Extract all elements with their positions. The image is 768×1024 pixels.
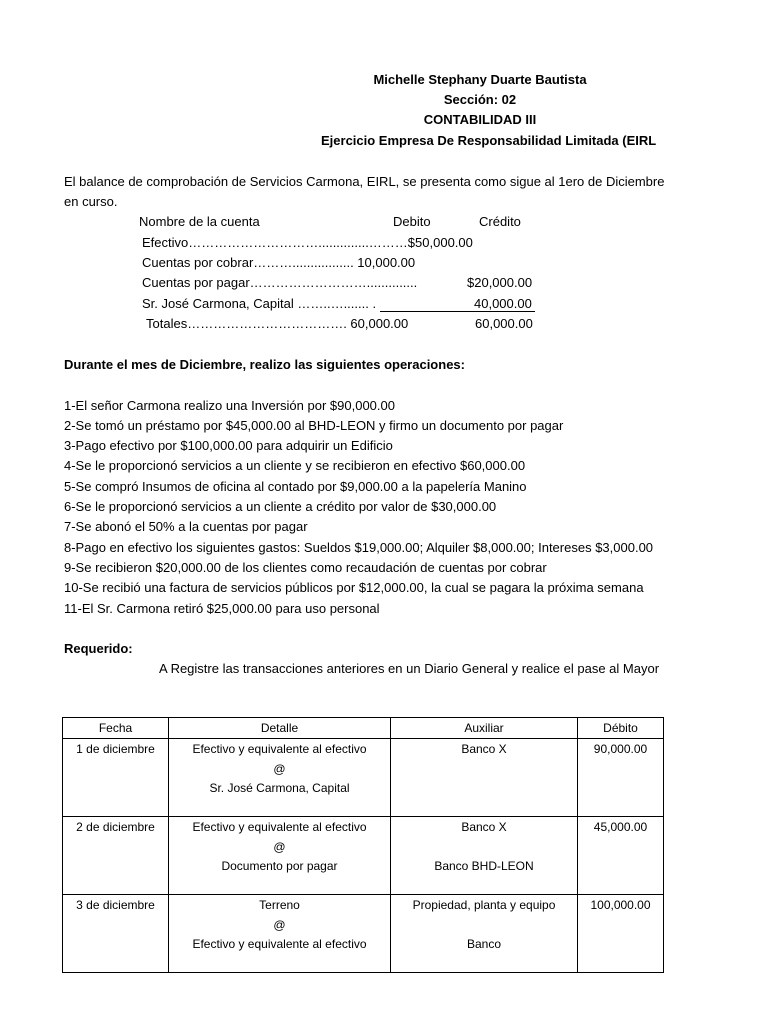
aux-line: Propiedad, planta y equipo <box>412 898 556 912</box>
operation-item: 7-Se abonó el 50% a la cuentas por pagar <box>64 519 308 534</box>
date-cell: 3 de diciembre <box>63 895 169 973</box>
detail-line: Sr. José Carmona, Capital <box>209 781 350 795</box>
aux-line <box>393 759 575 779</box>
detail-cell <box>169 895 391 973</box>
operation-item: 6-Se le proporcionó servicios a un cliente a crédito por valor de $30,000.00 <box>64 499 497 514</box>
intro-line-2: en curso. <box>64 194 118 209</box>
section-label: Sección: 02 <box>443 92 517 107</box>
aux-line: Banco <box>466 937 502 951</box>
balance-row-credit: 40,000.00 <box>474 296 532 311</box>
aux-line: Banco X <box>461 742 507 756</box>
requirement-text: A Registre las transacciones anteriores en un Diario General y realice el pase al Mayor <box>159 661 660 676</box>
detail-line: Efectivo y equivalente al efectivo <box>192 742 367 756</box>
operation-item: 1-El señor Carmona realizo una Inversión por $90,000.00 <box>64 398 395 413</box>
debit-cell: 90,000.00 <box>578 739 664 817</box>
operation-item: 4-Se le proporcionó servicios a un cliente y se recibieron en efectivo $60,000.00 <box>64 458 526 473</box>
aux-line <box>393 837 575 857</box>
balance-row-label: Efectivo…………………………..............………$50,000.00 <box>142 235 473 250</box>
detail-cell <box>169 739 391 817</box>
detail-line: Documento por pagar <box>221 859 338 873</box>
detail-line: Terreno <box>259 898 300 912</box>
debit-cell: 100,000.00 <box>578 895 664 973</box>
header-auxiliar: Auxiliar <box>391 718 578 739</box>
operations-title: Durante el mes de Diciembre, realizo las siguientes operaciones: <box>64 357 465 372</box>
debit-cell: 45,000.00 <box>578 817 664 895</box>
journal-table <box>62 717 664 973</box>
header-fecha: Fecha <box>63 718 169 739</box>
operation-item: 8-Pago en efectivo los siguientes gastos: Sueldos $19,000.00; Alquiler $8,000.00; Intereses $3,000.00 <box>64 540 654 555</box>
balance-row-label: Sr. José Carmona, Capital ……..…....... . <box>142 296 377 311</box>
table-header-row <box>63 718 664 739</box>
aux-line: Banco X <box>461 820 507 834</box>
balance-col-account: Nombre de la cuenta <box>139 214 260 229</box>
detail-cell <box>169 817 391 895</box>
date-cell: 1 de diciembre <box>63 739 169 817</box>
balance-row-label: Cuentas por pagar……………………….............. <box>142 275 418 290</box>
requirement-title: Requerido: <box>64 641 133 656</box>
operation-item: 5-Se compró Insumos de oficina al contado por $9,000.00 a la papelería Manino <box>64 479 527 494</box>
balance-row-label: Cuentas por cobrar………................. 10,000.00 <box>142 255 416 270</box>
operation-item: 10-Se recibió una factura de servicios públicos por $12,000.00, la cual se pagara la próxima semana <box>64 580 644 595</box>
aux-line <box>393 778 575 798</box>
date-cell: 2 de diciembre <box>63 817 169 895</box>
author-name: Michelle Stephany Duarte Bautista <box>373 72 587 87</box>
aux-line <box>393 915 575 935</box>
aux-cell <box>391 817 578 895</box>
intro-line-1: El balance de comprobación de Servicios Carmona, EIRL, se presenta como sigue al 1ero de Diciembre <box>64 174 665 189</box>
detail-line: @ <box>273 917 286 932</box>
balance-row-label: Totales………………………………. 60,000.00 <box>146 316 409 331</box>
detail-line: Efectivo y equivalente al efectivo <box>192 937 367 951</box>
balance-col-credit: Crédito <box>479 214 521 229</box>
operation-item: 2-Se tomó un préstamo por $45,000.00 al BHD-LEON y firmo un documento por pagar <box>64 418 564 433</box>
operation-item: 9-Se recibieron $20,000.00 de los clientes como recaudación de cuentas por cobrar <box>64 560 547 575</box>
table-row <box>63 895 664 973</box>
course-title: CONTABILIDAD III <box>423 112 537 127</box>
table-row <box>63 739 664 817</box>
balance-col-debit: Debito <box>393 214 431 229</box>
aux-line: Banco BHD-LEON <box>434 859 534 873</box>
header-detalle: Detalle <box>169 718 391 739</box>
balance-row-credit: 60,000.00 <box>475 316 533 331</box>
operation-item: 3-Pago efectivo por $100,000.00 para adquirir un Edificio <box>64 438 393 453</box>
detail-line: @ <box>273 761 286 776</box>
balance-row-credit: $20,000.00 <box>467 275 533 290</box>
table-row <box>63 817 664 895</box>
operation-item: 11-El Sr. Carmona retiró $25,000.00 para uso personal <box>64 601 380 616</box>
aux-cell <box>391 739 578 817</box>
header-debito: Débito <box>578 718 664 739</box>
exercise-title: Ejercicio Empresa De Responsabilidad Limitada (EIRL <box>321 133 657 148</box>
detail-line: Efectivo y equivalente al efectivo <box>192 820 367 834</box>
aux-cell <box>391 895 578 973</box>
detail-line: @ <box>273 839 286 854</box>
